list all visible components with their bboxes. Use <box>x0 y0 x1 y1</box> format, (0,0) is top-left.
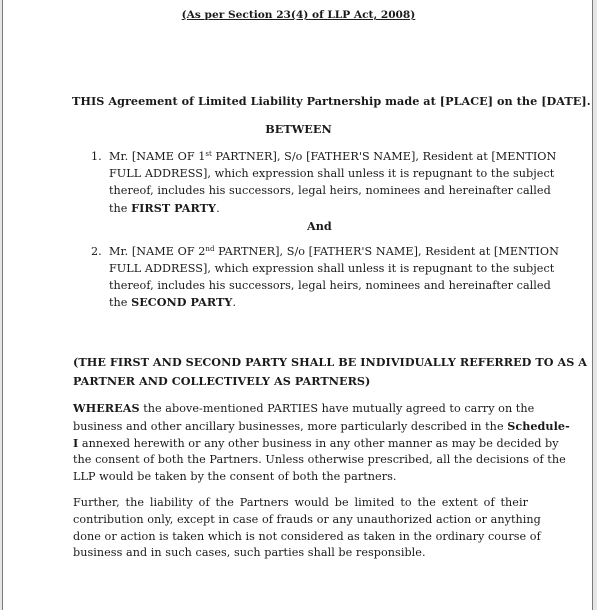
party1-name-prefix: Mr. [NAME OF 1 <box>109 150 206 163</box>
party1-number: 1. <box>91 150 102 163</box>
further-line4: business and in such cases, such parties shall be responsible. <box>73 546 426 559</box>
whereas-line4: the consent of both the Partners. Unless otherwise prescribed, all the decisions of the <box>73 453 566 466</box>
party2-name-prefix: Mr. [NAME OF 2 <box>109 245 206 258</box>
party1-name-suffix: PARTNER], S/o [FATHER'S NAME], Resident at [MENTION <box>211 150 557 163</box>
collective-line2: PARTNER AND COLLECTIVELY AS PARTNERS) <box>73 374 371 388</box>
document-page <box>2 0 593 610</box>
whereas-line1-text: the above-mentioned PARTIES have mutually agreed to carry on the <box>139 402 535 415</box>
whereas-line2 <box>73 419 570 434</box>
party1-ordinal-sup: st <box>205 150 212 158</box>
party1-line4 <box>109 201 220 216</box>
party1-line3: thereof, includes his successors, legal heirs, nominees and hereinafter called <box>109 184 551 197</box>
party2-number: 2. <box>91 245 102 258</box>
further-line3: done or action is taken which is not considered as taken in the ordinary course of <box>73 530 541 543</box>
party1-line1 <box>109 150 557 164</box>
agreement-intro: THIS Agreement of Limited Liability Partnership made at [PLACE] on the [DATE]. <box>72 94 591 108</box>
further-line1: Further, the liability of the Partners would be limited to the extent of their <box>73 496 528 509</box>
collective-line1: (THE FIRST AND SECOND PARTY SHALL BE INDIVIDUALLY REFERRED TO AS A <box>73 355 587 369</box>
whereas-line5: LLP would be taken by the consent of both the partners. <box>73 470 397 483</box>
party2-line1 <box>109 245 559 259</box>
party2-the: the <box>109 296 132 309</box>
party2-line2: FULL ADDRESS], which expression shall unless it is repugnant to the subject <box>109 262 555 275</box>
section-heading: (As per Section 23(4) of LLP Act, 2008) <box>181 9 416 21</box>
schedule-roman: I <box>73 436 79 450</box>
party1-line2: FULL ADDRESS], which expression shall unless it is repugnant to the subject <box>109 167 555 180</box>
party2-line4 <box>109 295 236 310</box>
party2-name-suffix: PARTNER], S/o [FATHER'S NAME], Resident at [MENTION <box>214 245 559 258</box>
further-line2: contribution only, except in case of frauds or any unauthorized action or anything <box>73 513 541 526</box>
party1-the: the <box>109 202 132 215</box>
whereas-line1 <box>73 401 535 416</box>
whereas-line2-text: business and other ancillary businesses, more particularly described in the <box>73 420 508 433</box>
party1-period: . <box>216 202 220 215</box>
whereas-line3 <box>73 436 559 451</box>
second-party-label: SECOND PARTY <box>131 295 233 309</box>
schedule-label: Schedule- <box>507 419 570 433</box>
party2-period: . <box>232 296 237 309</box>
party2-ordinal-sup: nd <box>205 245 215 253</box>
whereas-keyword: WHEREAS <box>73 401 140 415</box>
party2-line3: thereof, includes his successors, legal heirs, nominees and hereinafter called <box>109 279 551 292</box>
between-label: BETWEEN <box>265 122 332 136</box>
first-party-label: FIRST PARTY <box>131 201 217 215</box>
whereas-line3-text: annexed herewith or any other business in any other manner as may be decided by <box>78 437 559 450</box>
and-label: And <box>307 219 332 233</box>
